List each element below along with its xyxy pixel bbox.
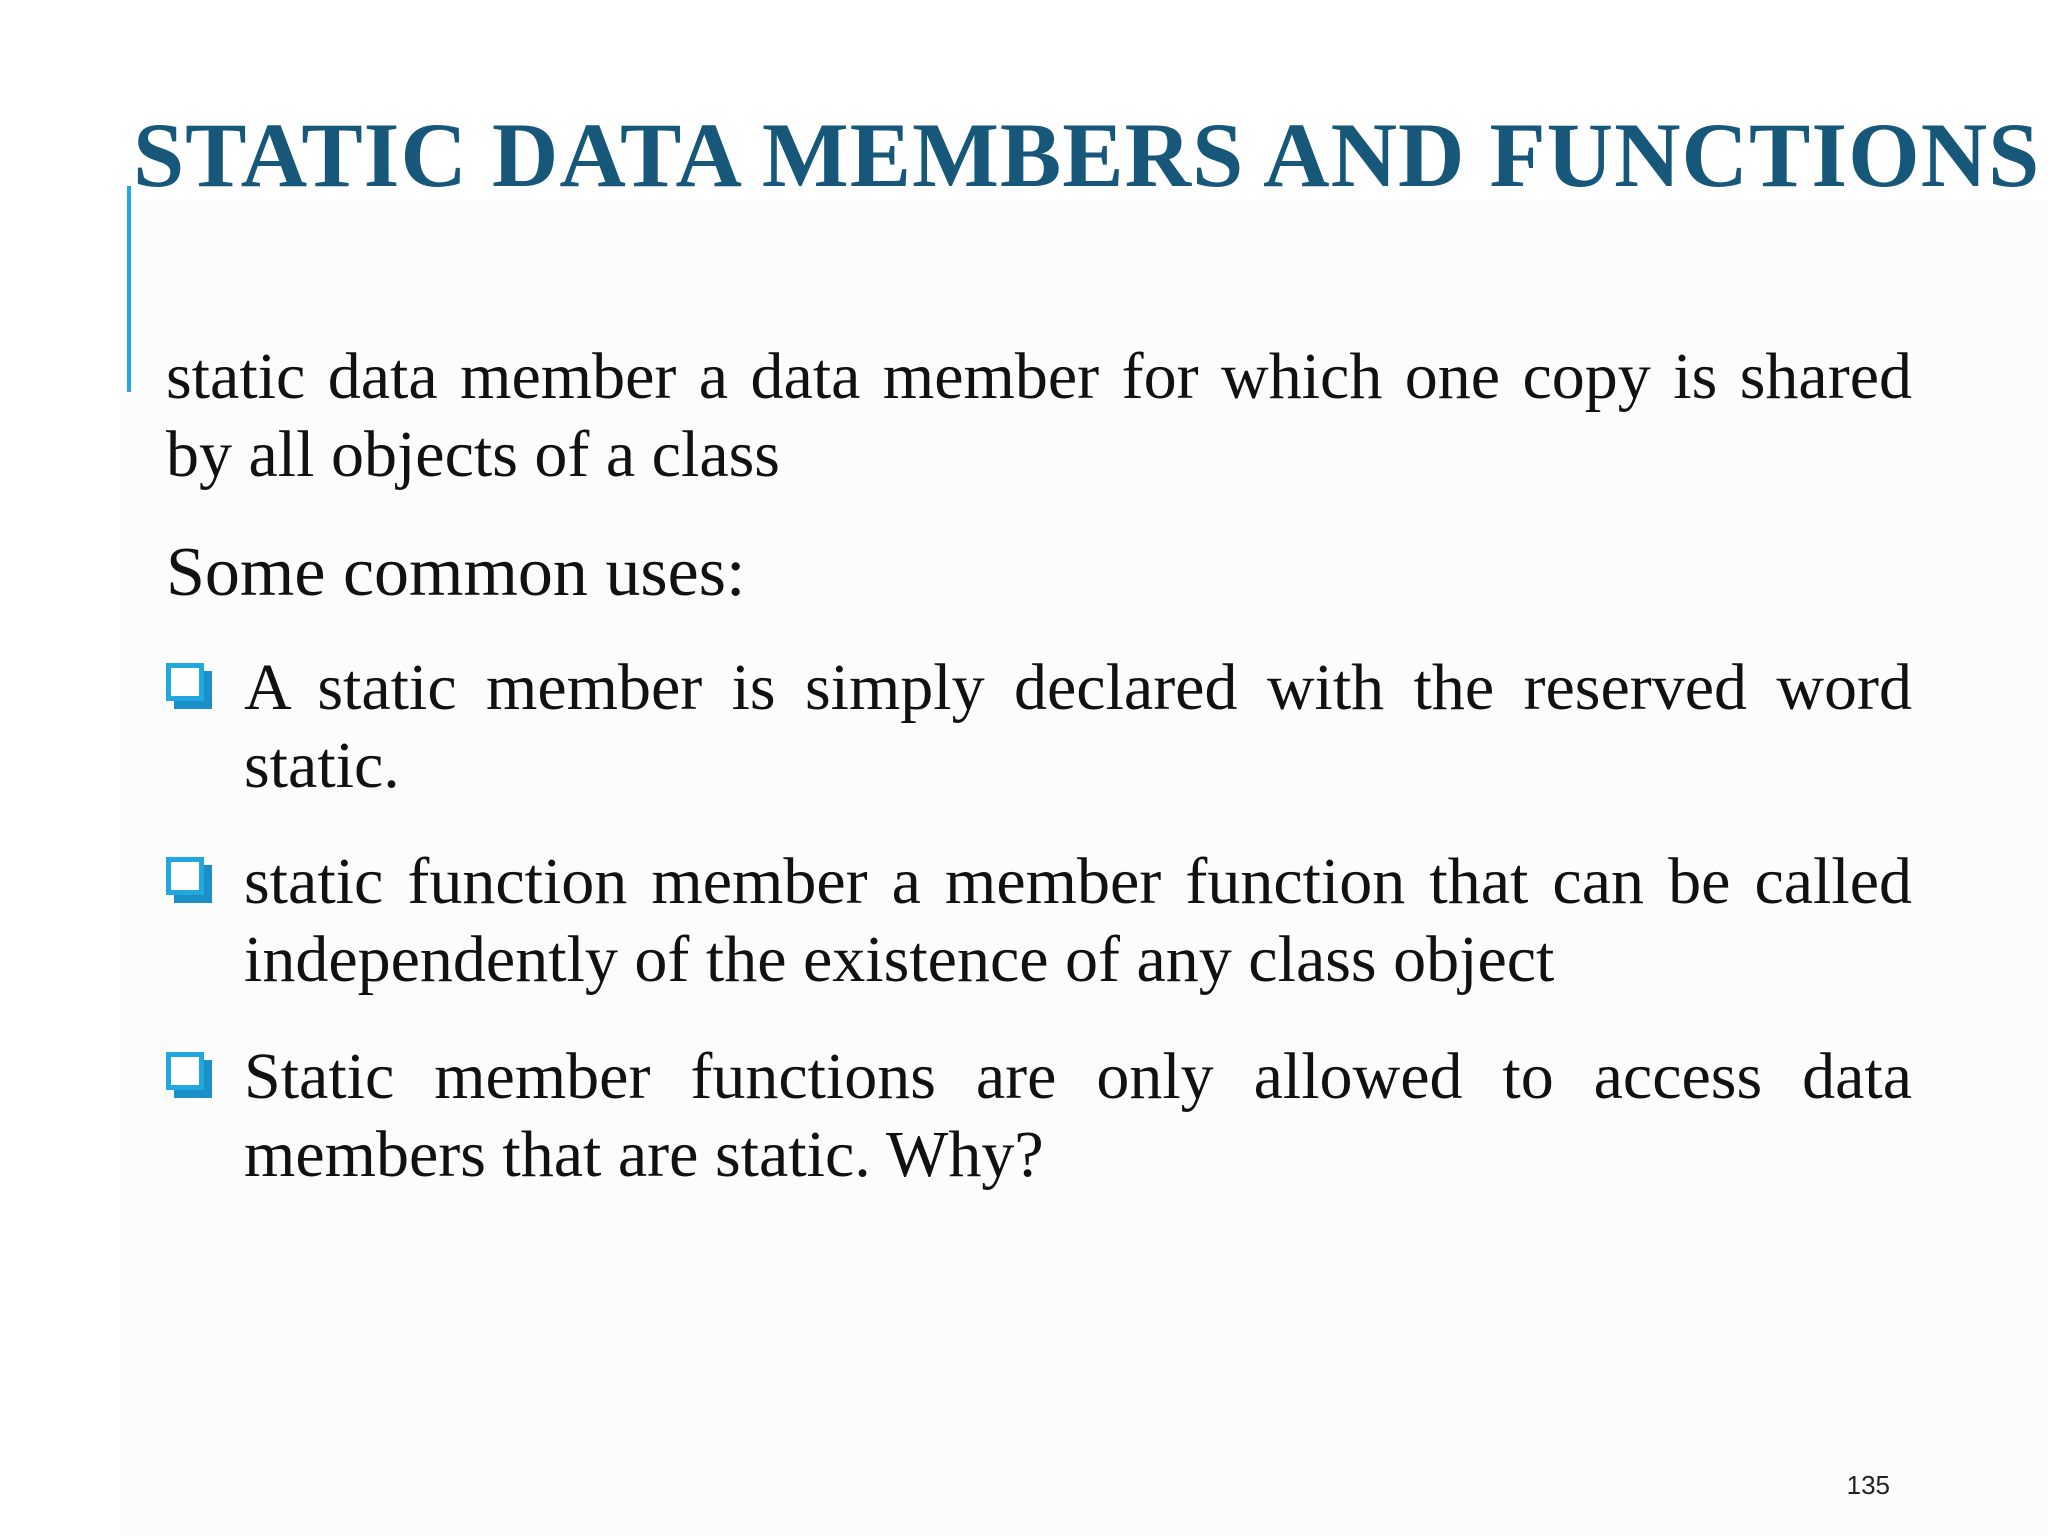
definition-paragraph: static data member a data member for which one copy is shared by all objects of a class — [166, 340, 1912, 491]
bullet-item — [166, 1038, 1912, 1194]
bullet-text: A static member is simply declared with the reserved word static. — [244, 651, 1912, 802]
bullet-text: static function member a member function that can be called independently of the existence of any class object — [244, 845, 1912, 996]
hollow-square-bullet-icon — [166, 857, 218, 909]
hollow-square-bullet-icon — [166, 1052, 218, 1104]
hollow-square-bullet-icon — [166, 663, 218, 715]
slide-title: STATIC DATA MEMBERS AND FUNCTIONS — [133, 104, 2041, 206]
bullet-item — [166, 649, 1912, 805]
uses-heading: Some common uses: — [166, 534, 746, 611]
page-number: 135 — [1846, 1470, 1890, 1500]
title-accent-bar — [127, 186, 131, 392]
bullet-text: Static member functions are only allowed to access data members that are static. Why? — [244, 1040, 1912, 1191]
bullet-item — [166, 843, 1912, 999]
